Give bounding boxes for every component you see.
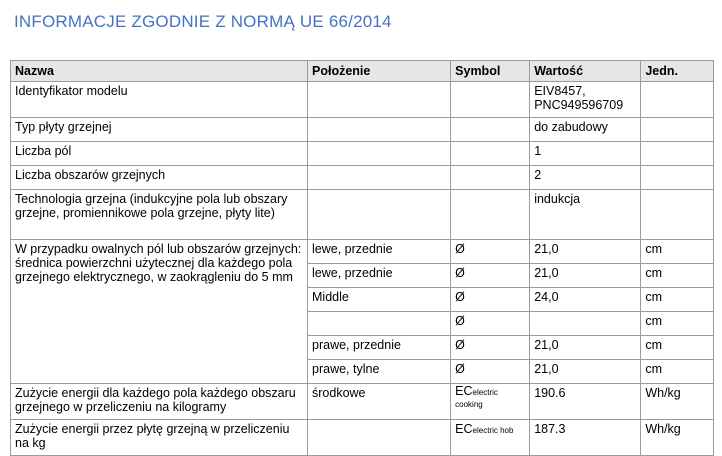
header-symbol: Symbol: [451, 61, 530, 82]
cell-unit: cm: [641, 312, 714, 336]
cell-symbol: [451, 420, 530, 456]
cell-position: [308, 142, 451, 166]
cell-symbol: [451, 142, 530, 166]
cell-position: [308, 82, 451, 118]
cell-unit: Wh/kg: [641, 384, 714, 420]
cell-unit: cm: [641, 264, 714, 288]
cell-position: [308, 190, 451, 240]
cell-unit: [641, 142, 714, 166]
cell-position: środkowe: [308, 384, 451, 420]
cell-name: Liczba obszarów grzejnych: [11, 166, 308, 190]
table-row: [11, 118, 714, 142]
table-row: [11, 142, 714, 166]
cell-unit: [641, 166, 714, 190]
page-title: INFORMACJE ZGODNIE Z NORMĄ UE 66/2014: [14, 12, 392, 31]
table-header-row: [11, 61, 714, 82]
cell-name: Technologia grzejna (indukcyjne pola lub obszary grzejne, promiennikowe pola grzejne, płyty lite): [11, 190, 308, 240]
cell-symbol: Ø: [451, 240, 530, 264]
cell-unit: cm: [641, 240, 714, 264]
cell-unit: cm: [641, 360, 714, 384]
cell-value: 187.3: [530, 420, 641, 456]
model-value-line1: EIV8457,: [534, 84, 586, 98]
cell-value: 190.6: [530, 384, 641, 420]
cell-position: [308, 312, 451, 336]
ec-symbol-sub2: cooking: [455, 400, 483, 409]
cell-value: [530, 82, 641, 118]
table-row: [11, 384, 714, 420]
model-value-line2: PNC949596709: [534, 98, 624, 112]
specs-table: [10, 60, 714, 456]
cell-unit: cm: [641, 336, 714, 360]
cell-value: indukcja: [530, 190, 641, 240]
cell-value: 21,0: [530, 240, 641, 264]
cell-unit: [641, 118, 714, 142]
cell-symbol: [451, 118, 530, 142]
cell-position: Middle: [308, 288, 451, 312]
cell-symbol: Ø: [451, 264, 530, 288]
cell-name: W przypadku owalnych pól lub obszarów grzejnych: średnica powierzchni użytecznej dla każdego pola grzejnego elektrycznego, w zaokrągleniu do 5 mm: [11, 240, 308, 384]
cell-value: [530, 312, 641, 336]
table-row: [11, 166, 714, 190]
ec-cooking-symbol: [455, 386, 525, 410]
cell-position: lewe, przednie: [308, 240, 451, 264]
cell-symbol: Ø: [451, 336, 530, 360]
header-name: Nazwa: [11, 61, 308, 82]
cell-value: 1: [530, 142, 641, 166]
ec-symbol-main: EC: [455, 384, 473, 398]
cell-position: [308, 420, 451, 456]
cell-symbol: Ø: [451, 312, 530, 336]
cell-symbol: Ø: [451, 360, 530, 384]
cell-position: prawe, przednie: [308, 336, 451, 360]
cell-symbol: [451, 82, 530, 118]
cell-name: Zużycie energii przez płytę grzejną w przeliczeniu na kg: [11, 420, 308, 456]
cell-symbol: Ø: [451, 288, 530, 312]
cell-value: 21,0: [530, 360, 641, 384]
ec-hob-symbol-main: EC: [455, 422, 473, 436]
header-unit: Jedn.: [641, 61, 714, 82]
cell-value: do zabudowy: [530, 118, 641, 142]
cell-value: 24,0: [530, 288, 641, 312]
ec-symbol-sub1: electric: [472, 388, 498, 397]
cell-symbol: [451, 384, 530, 420]
cell-unit: Wh/kg: [641, 420, 714, 456]
header-value: Wartość: [530, 61, 641, 82]
cell-symbol: [451, 166, 530, 190]
table-row: [11, 190, 714, 240]
cell-value: 21,0: [530, 336, 641, 360]
cell-position: prawe, tylne: [308, 360, 451, 384]
cell-unit: cm: [641, 288, 714, 312]
cell-unit: [641, 82, 714, 118]
cell-unit: [641, 190, 714, 240]
cell-position: [308, 118, 451, 142]
table-row: [11, 420, 714, 456]
cell-symbol: [451, 190, 530, 240]
cell-value: 2: [530, 166, 641, 190]
table-row: [11, 82, 714, 118]
header-position: Położenie: [308, 61, 451, 82]
cell-name: Typ płyty grzejnej: [11, 118, 308, 142]
cell-name: Identyfikator modelu: [11, 82, 308, 118]
cell-name: Zużycie energii dla każdego pola każdego obszaru grzejnego w przeliczeniu na kilogramy: [11, 384, 308, 420]
cell-position: [308, 166, 451, 190]
cell-name: Liczba pól: [11, 142, 308, 166]
table-row: [11, 240, 714, 264]
cell-position: lewe, przednie: [308, 264, 451, 288]
ec-hob-symbol-sub: electric hob: [472, 426, 514, 435]
cell-value: 21,0: [530, 264, 641, 288]
